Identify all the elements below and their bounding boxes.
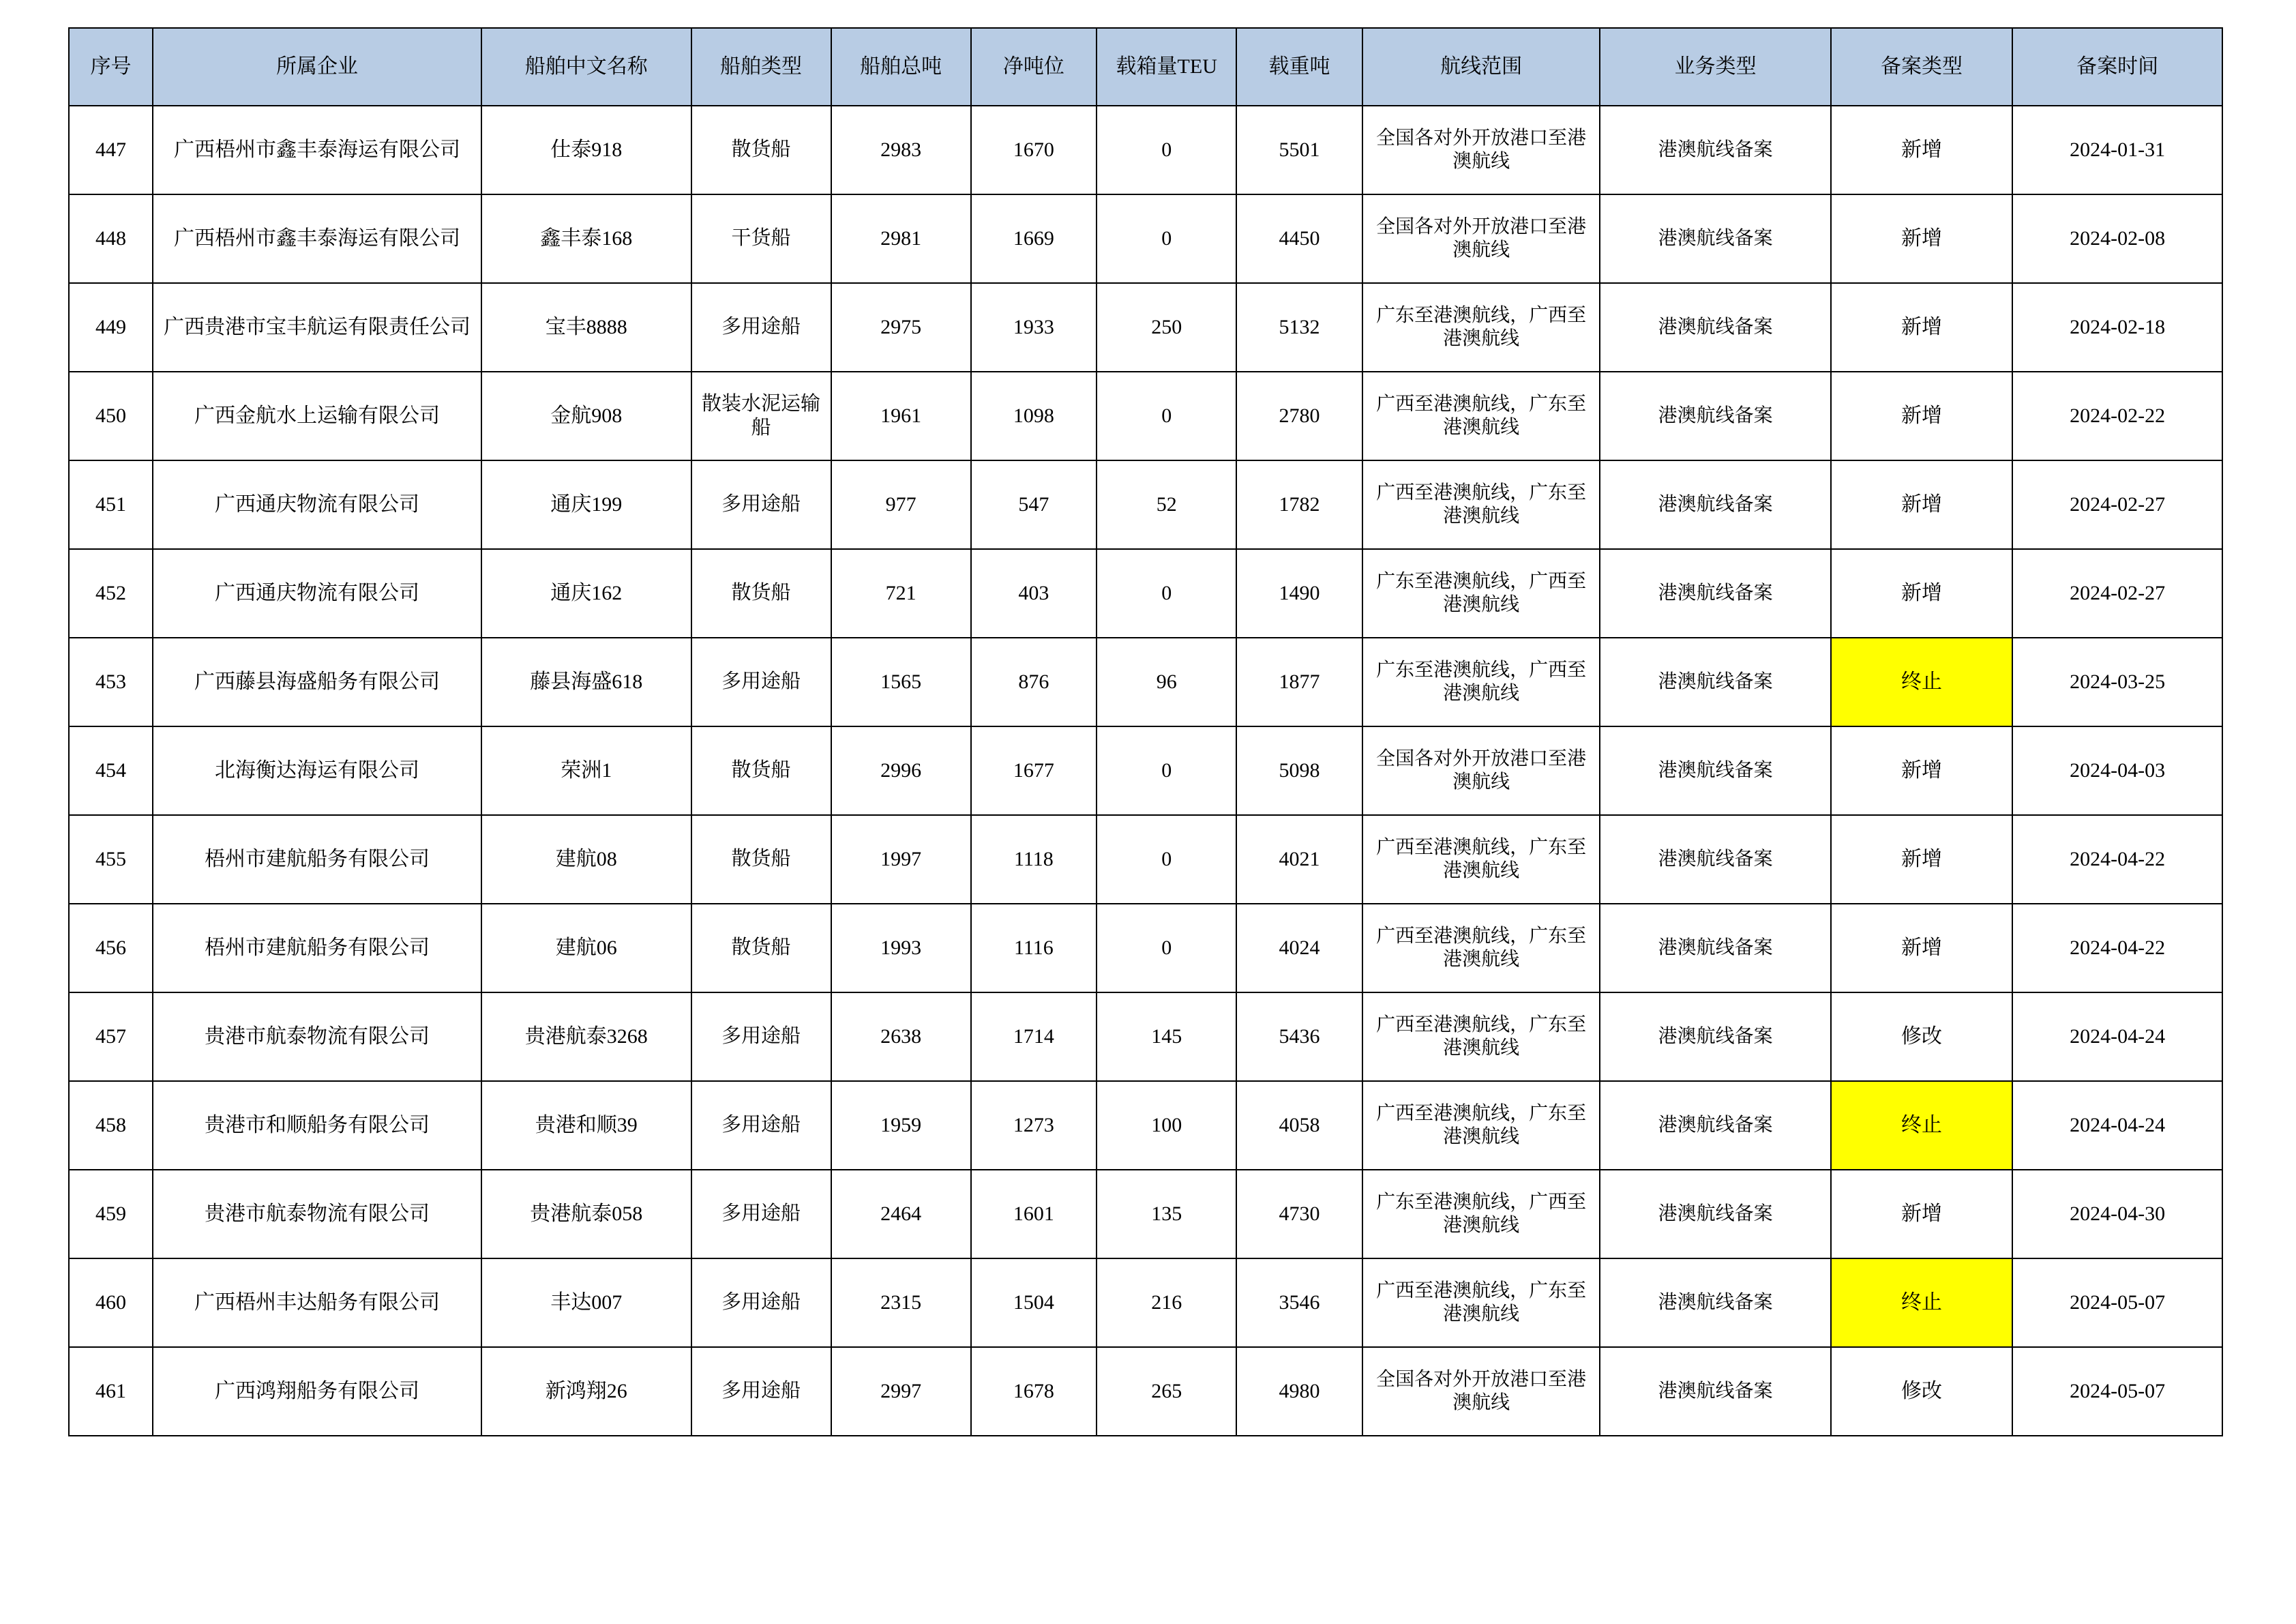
row-company: 贵港市和顺船务有限公司	[153, 1081, 481, 1170]
row-teu: 145	[1097, 992, 1236, 1081]
row-business-type: 港澳航线备案	[1600, 1170, 1830, 1258]
row-filing-type: 新增	[1831, 460, 2013, 549]
row-gross-tonnage: 721	[831, 549, 971, 638]
row-filing-date: 2024-03-25	[2012, 638, 2222, 726]
row-company: 广西鸿翔船务有限公司	[153, 1347, 481, 1436]
row-filing-date: 2024-02-27	[2012, 460, 2222, 549]
row-net-tonnage: 1677	[971, 726, 1097, 815]
row-filing-type: 新增	[1831, 904, 2013, 992]
row-net-tonnage: 1116	[971, 904, 1097, 992]
row-net-tonnage: 1273	[971, 1081, 1097, 1170]
row-vessel-name: 建航06	[481, 904, 691, 992]
row-vessel-name: 通庆162	[481, 549, 691, 638]
row-teu: 0	[1097, 726, 1236, 815]
row-route-range: 广西至港澳航线，广东至港澳航线	[1362, 1081, 1600, 1170]
row-vessel-name: 鑫丰泰168	[481, 194, 691, 283]
row-vessel-name: 贵港和顺39	[481, 1081, 691, 1170]
row-net-tonnage: 1504	[971, 1258, 1097, 1347]
row-teu: 96	[1097, 638, 1236, 726]
table-row	[69, 283, 2222, 372]
row-vessel-type: 干货船	[691, 194, 831, 283]
row-filing-type: 新增	[1831, 106, 2013, 194]
row-vessel-type: 散货船	[691, 815, 831, 904]
row-vessel-type: 散货船	[691, 549, 831, 638]
row-teu: 135	[1097, 1170, 1236, 1258]
row-vessel-type: 多用途船	[691, 638, 831, 726]
row-filing-type: 新增	[1831, 372, 2013, 460]
column-header-gross-tonnage: 船舶总吨	[831, 28, 971, 106]
row-company: 广西藤县海盛船务有限公司	[153, 638, 481, 726]
table-row	[69, 726, 2222, 815]
row-teu: 250	[1097, 283, 1236, 372]
row-filing-type: 终止	[1831, 1258, 2013, 1347]
row-vessel-type: 散货船	[691, 106, 831, 194]
row-no: 457	[69, 992, 153, 1081]
row-net-tonnage: 1933	[971, 283, 1097, 372]
row-business-type: 港澳航线备案	[1600, 815, 1830, 904]
row-company: 广西贵港市宝丰航运有限责任公司	[153, 283, 481, 372]
row-vessel-type: 多用途船	[691, 283, 831, 372]
row-filing-date: 2024-04-03	[2012, 726, 2222, 815]
row-teu: 265	[1097, 1347, 1236, 1436]
row-route-range: 广西至港澳航线，广东至港澳航线	[1362, 815, 1600, 904]
row-route-range: 广西至港澳航线，广东至港澳航线	[1362, 372, 1600, 460]
row-route-range: 全国各对外开放港口至港澳航线	[1362, 106, 1600, 194]
row-no: 448	[69, 194, 153, 283]
column-header-company: 所属企业	[153, 28, 481, 106]
row-vessel-type: 多用途船	[691, 1081, 831, 1170]
row-teu: 0	[1097, 815, 1236, 904]
row-filing-date: 2024-04-24	[2012, 992, 2222, 1081]
row-net-tonnage: 1670	[971, 106, 1097, 194]
row-route-range: 广西至港澳航线，广东至港澳航线	[1362, 460, 1600, 549]
table-row	[69, 194, 2222, 283]
column-header-net-tonnage: 净吨位	[971, 28, 1097, 106]
row-filing-type: 新增	[1831, 549, 2013, 638]
row-filing-date: 2024-04-24	[2012, 1081, 2222, 1170]
row-route-range: 广西至港澳航线，广东至港澳航线	[1362, 904, 1600, 992]
row-no: 459	[69, 1170, 153, 1258]
column-header-deadweight: 载重吨	[1236, 28, 1362, 106]
row-net-tonnage: 1118	[971, 815, 1097, 904]
row-deadweight: 1782	[1236, 460, 1362, 549]
row-company: 广西通庆物流有限公司	[153, 549, 481, 638]
row-gross-tonnage: 2975	[831, 283, 971, 372]
row-vessel-name: 建航08	[481, 815, 691, 904]
row-filing-type: 新增	[1831, 726, 2013, 815]
row-teu: 52	[1097, 460, 1236, 549]
row-vessel-name: 宝丰8888	[481, 283, 691, 372]
row-vessel-name: 新鸿翔26	[481, 1347, 691, 1436]
row-net-tonnage: 1669	[971, 194, 1097, 283]
row-teu: 0	[1097, 549, 1236, 638]
row-vessel-name: 荣洲1	[481, 726, 691, 815]
column-header-no: 序号	[69, 28, 153, 106]
row-company: 贵港市航泰物流有限公司	[153, 992, 481, 1081]
table-row	[69, 904, 2222, 992]
row-business-type: 港澳航线备案	[1600, 549, 1830, 638]
table-header	[69, 28, 2222, 106]
row-business-type: 港澳航线备案	[1600, 283, 1830, 372]
row-no: 458	[69, 1081, 153, 1170]
row-business-type: 港澳航线备案	[1600, 1347, 1830, 1436]
row-company: 广西梧州市鑫丰泰海运有限公司	[153, 194, 481, 283]
row-business-type: 港澳航线备案	[1600, 372, 1830, 460]
row-teu: 0	[1097, 904, 1236, 992]
table-body	[69, 106, 2222, 1436]
row-vessel-name: 金航908	[481, 372, 691, 460]
row-vessel-name: 藤县海盛618	[481, 638, 691, 726]
row-gross-tonnage: 2464	[831, 1170, 971, 1258]
table-row	[69, 1170, 2222, 1258]
row-net-tonnage: 403	[971, 549, 1097, 638]
row-company: 广西梧州市鑫丰泰海运有限公司	[153, 106, 481, 194]
row-vessel-type: 多用途船	[691, 460, 831, 549]
row-business-type: 港澳航线备案	[1600, 638, 1830, 726]
row-no: 449	[69, 283, 153, 372]
row-no: 452	[69, 549, 153, 638]
row-no: 447	[69, 106, 153, 194]
row-deadweight: 4024	[1236, 904, 1362, 992]
row-business-type: 港澳航线备案	[1600, 1258, 1830, 1347]
row-no: 453	[69, 638, 153, 726]
column-header-route-range: 航线范围	[1362, 28, 1600, 106]
row-filing-type: 修改	[1831, 1347, 2013, 1436]
row-business-type: 港澳航线备案	[1600, 992, 1830, 1081]
row-deadweight: 4730	[1236, 1170, 1362, 1258]
vessel-filing-table	[68, 27, 2223, 1436]
row-filing-date: 2024-02-18	[2012, 283, 2222, 372]
row-filing-type: 新增	[1831, 815, 2013, 904]
row-deadweight: 3546	[1236, 1258, 1362, 1347]
row-gross-tonnage: 2638	[831, 992, 971, 1081]
row-company: 贵港市航泰物流有限公司	[153, 1170, 481, 1258]
row-net-tonnage: 1678	[971, 1347, 1097, 1436]
row-company: 梧州市建航船务有限公司	[153, 815, 481, 904]
row-filing-type: 新增	[1831, 283, 2013, 372]
row-vessel-type: 多用途船	[691, 992, 831, 1081]
row-filing-date: 2024-04-22	[2012, 904, 2222, 992]
row-filing-date: 2024-02-27	[2012, 549, 2222, 638]
row-deadweight: 4058	[1236, 1081, 1362, 1170]
row-vessel-name: 仕泰918	[481, 106, 691, 194]
row-gross-tonnage: 977	[831, 460, 971, 549]
row-gross-tonnage: 1997	[831, 815, 971, 904]
column-header-teu: 载箱量TEU	[1097, 28, 1236, 106]
row-teu: 0	[1097, 106, 1236, 194]
row-deadweight: 4450	[1236, 194, 1362, 283]
row-deadweight: 4021	[1236, 815, 1362, 904]
row-filing-type: 修改	[1831, 992, 2013, 1081]
row-business-type: 港澳航线备案	[1600, 460, 1830, 549]
row-route-range: 广西至港澳航线，广东至港澳航线	[1362, 992, 1600, 1081]
column-header-filing-type: 备案类型	[1831, 28, 2013, 106]
row-teu: 0	[1097, 194, 1236, 283]
row-gross-tonnage: 2997	[831, 1347, 971, 1436]
row-filing-date: 2024-04-22	[2012, 815, 2222, 904]
row-gross-tonnage: 1959	[831, 1081, 971, 1170]
row-gross-tonnage: 1993	[831, 904, 971, 992]
table-row	[69, 1347, 2222, 1436]
row-business-type: 港澳航线备案	[1600, 106, 1830, 194]
row-deadweight: 5436	[1236, 992, 1362, 1081]
row-net-tonnage: 1098	[971, 372, 1097, 460]
row-net-tonnage: 1714	[971, 992, 1097, 1081]
table-row	[69, 549, 2222, 638]
header-row	[69, 28, 2222, 106]
row-deadweight: 5132	[1236, 283, 1362, 372]
row-no: 450	[69, 372, 153, 460]
row-route-range: 广西至港澳航线，广东至港澳航线	[1362, 1258, 1600, 1347]
row-filing-date: 2024-05-07	[2012, 1347, 2222, 1436]
row-deadweight: 4980	[1236, 1347, 1362, 1436]
row-gross-tonnage: 2996	[831, 726, 971, 815]
row-vessel-name: 丰达007	[481, 1258, 691, 1347]
row-vessel-type: 散装水泥运输船	[691, 372, 831, 460]
row-filing-type: 新增	[1831, 194, 2013, 283]
row-route-range: 全国各对外开放港口至港澳航线	[1362, 726, 1600, 815]
row-filing-date: 2024-05-07	[2012, 1258, 2222, 1347]
row-no: 461	[69, 1347, 153, 1436]
row-vessel-name: 贵港航泰058	[481, 1170, 691, 1258]
row-vessel-name: 贵港航泰3268	[481, 992, 691, 1081]
row-filing-type: 新增	[1831, 1170, 2013, 1258]
row-vessel-type: 散货船	[691, 904, 831, 992]
row-net-tonnage: 876	[971, 638, 1097, 726]
column-header-vessel-type: 船舶类型	[691, 28, 831, 106]
row-deadweight: 2780	[1236, 372, 1362, 460]
row-net-tonnage: 1601	[971, 1170, 1097, 1258]
row-business-type: 港澳航线备案	[1600, 1081, 1830, 1170]
row-route-range: 广东至港澳航线，广西至港澳航线	[1362, 283, 1600, 372]
row-company: 梧州市建航船务有限公司	[153, 904, 481, 992]
row-gross-tonnage: 2981	[831, 194, 971, 283]
row-vessel-type: 多用途船	[691, 1170, 831, 1258]
table-row	[69, 460, 2222, 549]
table-row	[69, 992, 2222, 1081]
row-teu: 0	[1097, 372, 1236, 460]
row-vessel-type: 多用途船	[691, 1258, 831, 1347]
row-teu: 216	[1097, 1258, 1236, 1347]
column-header-business-type: 业务类型	[1600, 28, 1830, 106]
row-deadweight: 1877	[1236, 638, 1362, 726]
row-no: 455	[69, 815, 153, 904]
row-gross-tonnage: 1961	[831, 372, 971, 460]
row-filing-date: 2024-04-30	[2012, 1170, 2222, 1258]
row-vessel-name: 通庆199	[481, 460, 691, 549]
row-route-range: 广东至港澳航线，广西至港澳航线	[1362, 1170, 1600, 1258]
row-filing-type: 终止	[1831, 1081, 2013, 1170]
row-no: 454	[69, 726, 153, 815]
table-row	[69, 638, 2222, 726]
table-row	[69, 1258, 2222, 1347]
row-gross-tonnage: 1565	[831, 638, 971, 726]
row-deadweight: 1490	[1236, 549, 1362, 638]
row-vessel-type: 散货船	[691, 726, 831, 815]
row-teu: 100	[1097, 1081, 1236, 1170]
row-net-tonnage: 547	[971, 460, 1097, 549]
row-gross-tonnage: 2983	[831, 106, 971, 194]
row-business-type: 港澳航线备案	[1600, 726, 1830, 815]
table-row	[69, 106, 2222, 194]
row-company: 广西通庆物流有限公司	[153, 460, 481, 549]
column-header-filing-date: 备案时间	[2012, 28, 2222, 106]
row-route-range: 全国各对外开放港口至港澳航线	[1362, 194, 1600, 283]
row-gross-tonnage: 2315	[831, 1258, 971, 1347]
row-filing-type: 终止	[1831, 638, 2013, 726]
row-filing-date: 2024-02-22	[2012, 372, 2222, 460]
row-company: 广西梧州丰达船务有限公司	[153, 1258, 481, 1347]
row-deadweight: 5098	[1236, 726, 1362, 815]
table-row	[69, 372, 2222, 460]
row-deadweight: 5501	[1236, 106, 1362, 194]
row-business-type: 港澳航线备案	[1600, 904, 1830, 992]
table-row	[69, 815, 2222, 904]
row-no: 456	[69, 904, 153, 992]
column-header-vessel-name: 船舶中文名称	[481, 28, 691, 106]
row-company: 北海衡达海运有限公司	[153, 726, 481, 815]
row-business-type: 港澳航线备案	[1600, 194, 1830, 283]
row-filing-date: 2024-02-08	[2012, 194, 2222, 283]
row-no: 451	[69, 460, 153, 549]
row-vessel-type: 多用途船	[691, 1347, 831, 1436]
table-row	[69, 1081, 2222, 1170]
row-route-range: 广东至港澳航线，广西至港澳航线	[1362, 638, 1600, 726]
row-company: 广西金航水上运输有限公司	[153, 372, 481, 460]
row-route-range: 广东至港澳航线，广西至港澳航线	[1362, 549, 1600, 638]
row-filing-date: 2024-01-31	[2012, 106, 2222, 194]
row-no: 460	[69, 1258, 153, 1347]
row-route-range: 全国各对外开放港口至港澳航线	[1362, 1347, 1600, 1436]
